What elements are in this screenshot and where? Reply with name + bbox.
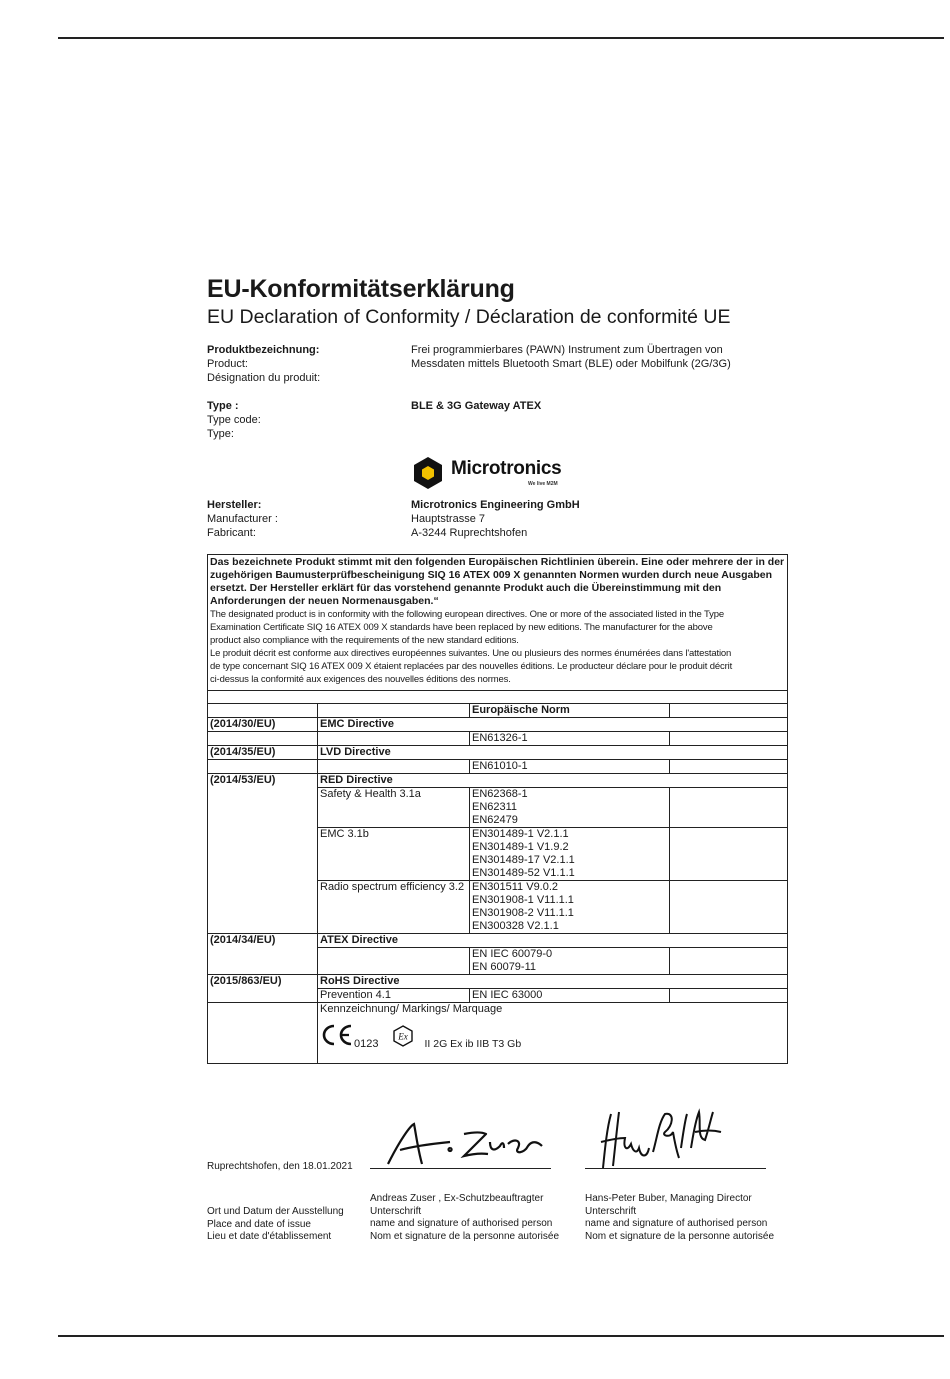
document-subtitle: EU Declaration of Conformity / Déclaration de conformité UE: [207, 306, 731, 328]
type-label-fr: Type:: [207, 428, 234, 440]
directive-ref: (2015/863/EU): [208, 975, 318, 1003]
norm-line: EN301511 V9.0.2: [472, 881, 559, 893]
statement-en-line: Examination Certificate SIQ 16 ATEX 009 X standards have been replaced by new editions. The manufacturer for the above: [210, 622, 713, 633]
svg-text:Ex: Ex: [398, 1031, 409, 1042]
statement-fr-line: de type concernant SIQ 16 ATEX 009 X étaient replacées par des nouvelles éditions. Le producteur déclare pour le produit décrit: [210, 661, 733, 672]
header-norm: Europäische Norm: [470, 704, 670, 718]
product-value-line: Messdaten mittels Bluetooth Smart (BLE) oder Mobilfunk (2G/3G): [411, 358, 731, 370]
signer-2-name: Hans-Peter Buber, Managing Director: [585, 1193, 752, 1204]
signer-1-block: [370, 1193, 559, 1243]
ex-marking-text: II 2G Ex ib IIB T3 Gb: [424, 1038, 522, 1050]
norm-line: EN62368-1: [472, 788, 528, 800]
norm-cell: [470, 948, 670, 975]
norm-cell: [470, 881, 670, 934]
norm-line: EN301489-1 V1.9.2: [472, 841, 569, 853]
product-label-fr: Désignation du produit:: [207, 372, 321, 384]
manufacturer-city: A-3244 Ruprechtshofen: [411, 527, 528, 539]
product-value-line: Frei programmierbares (PAWN) Instrument zum Übertragen von: [411, 344, 723, 356]
signer-1-label-fr: Nom et signature de la personne autorisée: [370, 1230, 560, 1242]
statement-de-line: zugehörigen Baumusterprüfbescheinigung SIQ 16 ATEX 009 X genannten Normen wurden durch neue Ausgaben: [210, 569, 773, 581]
top-rule: [58, 37, 944, 39]
issue-label-en: Place and date of issue: [207, 1218, 311, 1230]
table-row: [208, 934, 788, 948]
norm-cell: [470, 788, 670, 828]
table-row: [208, 746, 788, 760]
product-label-en: Product:: [207, 358, 248, 370]
statement-de-line: Anforderungen der neuen Normenausgaben.“: [210, 595, 439, 607]
statement-row: [208, 555, 788, 691]
signer-2-block: [585, 1193, 774, 1243]
signer-1-name: Andreas Zuser , Ex-Schutzbeauftragter: [370, 1193, 544, 1204]
table-row: [208, 774, 788, 788]
product-labels: [207, 343, 320, 385]
statement-fr-line: Le produit décrit est conforme aux directives européennes suivantes. Une ou plusieurs des normes énumérées dans l'attestation: [210, 648, 732, 659]
manufacturer-label-en: Manufacturer :: [207, 513, 278, 525]
requirement-cell: Prevention 4.1: [318, 989, 470, 1003]
manufacturer-label-de: Hersteller:: [207, 499, 262, 511]
norm-line: EN IEC 60079-0: [472, 948, 553, 960]
markings-row: [208, 1003, 788, 1064]
requirement-cell: EMC 3.1b: [318, 828, 470, 881]
signature-hans-peter-buber: [595, 1108, 725, 1173]
norm-cell: [470, 828, 670, 881]
norm-line: EN62479: [472, 814, 518, 826]
issue-label-fr: Lieu et date d'établissement: [207, 1231, 332, 1242]
norm-cell: EN IEC 63000: [470, 989, 670, 1003]
directive-ref: (2014/53/EU): [208, 774, 318, 934]
statement-de-line: Das bezeichnete Produkt stimmt mit den folgenden Europäischen Richtlinien überein. Eine oder mehrere der in der: [210, 556, 785, 568]
product-label-de: Produktbezeichnung:: [207, 344, 320, 356]
table-header-row: [208, 704, 788, 718]
directive-name: RED Directive: [318, 774, 788, 788]
directive-name: RoHS Directive: [318, 975, 788, 989]
hexagon-logo-icon: [411, 456, 445, 490]
directive-ref: (2014/35/EU): [208, 746, 318, 760]
markings-cell: [318, 1003, 788, 1064]
type-label-en: Type code:: [207, 414, 261, 426]
signature-andreas-zuser: [380, 1120, 550, 1170]
signer-2-label-de: Unterschrift: [585, 1205, 637, 1217]
directive-ref: (2014/34/EU): [208, 934, 318, 975]
microtronics-logo: [411, 456, 571, 492]
table-row: [208, 975, 788, 989]
requirement-cell: Radio spectrum efficiency 3.2: [318, 881, 470, 934]
norm-line: EN301908-2 V11.1.1: [472, 907, 574, 919]
statement-en-line: The designated product is in conformity with the following european directives. One or more of the associated listed in the Type: [210, 609, 724, 620]
norm-cell: EN61010-1: [470, 760, 670, 774]
directive-ref: (2014/30/EU): [208, 718, 318, 732]
conformity-table: [207, 554, 788, 1064]
place-date: Ruprechtshofen, den 18.01.2021: [207, 1161, 353, 1172]
manufacturer-labels: [207, 498, 278, 540]
directive-name: ATEX Directive: [318, 934, 788, 948]
directive-name: EMC Directive: [318, 718, 788, 732]
ce-mark-icon: [320, 1023, 354, 1051]
manufacturer-street: Hauptstrasse 7: [411, 513, 485, 525]
norm-cell: EN61326-1: [470, 732, 670, 746]
statement-fr-line: ci-dessus la conformité aux exigences des nouvelles éditions des normes.: [210, 674, 511, 685]
statement-de-line: ersetzt. Der Hersteller erklärt für das vorstehend genannte Produkt auch die Übereinstimmung mit den: [210, 582, 722, 594]
signer-1-label-de: Unterschrift: [370, 1205, 422, 1217]
type-labels: [207, 399, 261, 441]
signer-2-label-fr: Nom et signature de la personne autorisée: [585, 1230, 775, 1242]
bottom-rule: [58, 1335, 944, 1337]
markings-label: Kennzeichnung/ Markings/ Marquage: [320, 1003, 503, 1015]
norm-line: EN301489-1 V2.1.1: [472, 828, 569, 840]
issue-label-de: Ort und Datum der Ausstellung: [207, 1206, 344, 1217]
ex-hexagon-icon: [392, 1025, 414, 1051]
statement-cell: [208, 555, 788, 691]
type-value: BLE & 3G Gateway ATEX: [411, 400, 542, 412]
norm-line: EN 60079-11: [472, 961, 537, 973]
markings-symbols: [320, 1023, 785, 1051]
product-value: [411, 343, 731, 371]
type-label-de: Type :: [207, 400, 239, 412]
table-row: [208, 718, 788, 732]
logo-wordmark: Microtronics: [451, 458, 562, 479]
manufacturer-value: [411, 498, 580, 540]
directive-name: LVD Directive: [318, 746, 788, 760]
signer-2-label-en: name and signature of authorised person: [585, 1218, 768, 1229]
logo-tagline: We live M2M: [528, 481, 558, 487]
signer-1-label-en: name and signature of authorised person: [370, 1218, 553, 1229]
norm-line: EN301489-17 V2.1.1: [472, 854, 575, 866]
manufacturer-name: Microtronics Engineering GmbH: [411, 499, 580, 511]
manufacturer-label-fr: Fabricant:: [207, 527, 256, 539]
statement-en-line: product also compliance with the requirements of the new standard editions.: [210, 635, 519, 646]
notified-body-number: 0123: [354, 1038, 379, 1050]
issue-labels: [207, 1206, 344, 1244]
norm-line: EN301908-1 V11.1.1: [472, 894, 574, 906]
table-row: [208, 760, 788, 774]
requirement-cell: Safety & Health 3.1a: [318, 788, 470, 828]
norm-line: EN301489-52 V1.1.1: [472, 867, 575, 879]
spacer-row: [208, 691, 788, 704]
document-title: EU-Konformitätserklärung: [207, 275, 515, 303]
norm-line: EN300328 V2.1.1: [472, 920, 559, 932]
table-row: [208, 732, 788, 746]
norm-line: EN62311: [472, 801, 518, 813]
